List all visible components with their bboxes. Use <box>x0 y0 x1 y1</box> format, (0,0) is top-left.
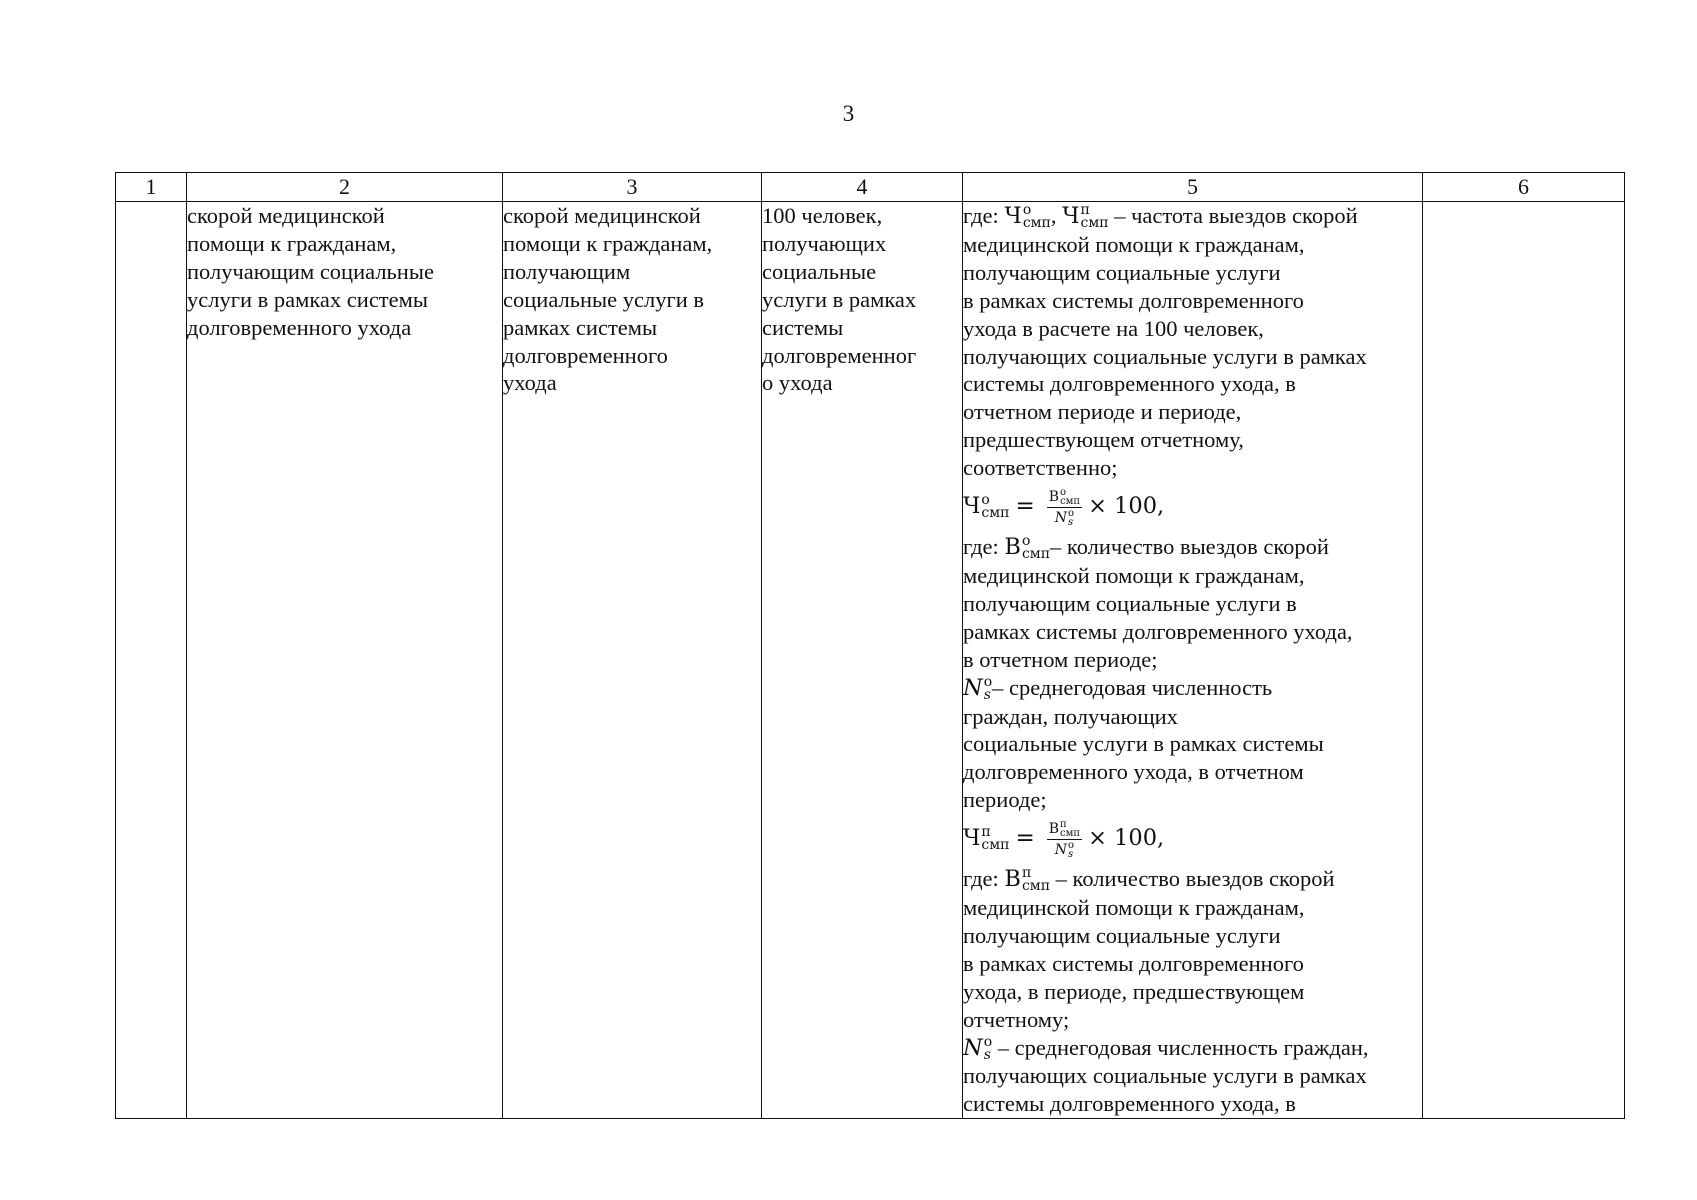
indicator-definition-text: скорой медицинской помощи к гражданам, получающим социальные услуги в рамках системы долговременного ухода <box>503 203 713 396</box>
intro-text: – частота выездов скорой <box>1108 203 1358 228</box>
sup-o: о <box>983 673 993 690</box>
cell-col4 <box>762 202 963 1119</box>
symbol-ch-letter: Ч <box>1004 203 1022 229</box>
sub-s: s <box>983 686 991 703</box>
sub-s: s <box>983 1046 991 1063</box>
symbol-ch-letter: Ч <box>963 493 981 520</box>
column-number-3: 3 <box>503 173 762 202</box>
sup-p: п <box>1021 865 1032 882</box>
symbol-n-letter: N <box>963 1034 983 1061</box>
sup-o: о <box>1068 507 1075 519</box>
intro-prefix: где: <box>963 203 1005 228</box>
formula-ch-o-lhs <box>963 493 1009 521</box>
formula-ch-o <box>963 483 1422 531</box>
sub-smp: смп <box>1060 827 1081 839</box>
cell-col5 <box>963 202 1423 1119</box>
fraction-v-p-over-n-o <box>1047 820 1082 859</box>
sub-smp: смп <box>1080 215 1109 231</box>
n-o-line <box>963 674 1422 703</box>
sup-o: о <box>981 492 990 509</box>
v-p-text: – количество выездов скорой <box>1050 866 1335 892</box>
formula-ch-p-lhs <box>963 825 1009 853</box>
unit-of-measure-text: 100 человек, получающих социальные услуги в рамках системы долговременног о ухода <box>762 203 917 396</box>
column-number-5: 5 <box>963 173 1423 202</box>
sub-smp: смп <box>1060 495 1081 507</box>
symbol-n-letter: N <box>1054 841 1068 858</box>
v-p-prefix: где: <box>963 866 1005 892</box>
cell-col3 <box>503 202 762 1119</box>
sup-p: п <box>981 824 991 841</box>
v-p-continuation: медицинской помощи к гражданам, получающим социальные услуги в рамках системы долговременного ухода, в периоде, предшествующем отчетному; <box>963 895 1305 1032</box>
symbol-ch-letter: Ч <box>1062 203 1080 229</box>
column-number-1: 1 <box>116 173 187 202</box>
sup-o: о <box>1021 533 1031 550</box>
symbol-n-letter: N <box>963 674 983 701</box>
symbol-n-letter: N <box>1054 509 1068 526</box>
sub-smp: смп <box>981 837 1010 854</box>
n-o2-text: – среднегодовая численность граждан, <box>992 1034 1369 1060</box>
column-number-2: 2 <box>187 173 503 202</box>
cell-col6 <box>1423 202 1625 1119</box>
cell-col1 <box>116 202 187 1119</box>
times-100: × 100, <box>1088 825 1165 852</box>
sup-p: п <box>1080 202 1090 218</box>
v-o-text: – количество выездов скорой <box>1050 534 1329 560</box>
sup-p: п <box>1060 818 1067 830</box>
equals-sign: = <box>1015 825 1035 852</box>
symbol-n-o <box>963 1035 992 1063</box>
table-row <box>116 202 1625 1119</box>
n-o-continuation: граждан, получающих социальные услуги в рамках системы долговременного ухода, в отчетном периоде; <box>963 703 1324 813</box>
symbol-v-letter: В <box>1048 820 1060 837</box>
comma: , <box>1050 203 1057 228</box>
n-o-text: – среднегодовая численность <box>992 674 1273 700</box>
symbol-v-p <box>1004 866 1050 894</box>
sup-o: о <box>1060 486 1067 498</box>
sub-smp: смп <box>1021 878 1051 895</box>
times-100: × 100, <box>1088 493 1165 520</box>
formula-ch-p <box>963 815 1422 863</box>
sub-s: s <box>1068 516 1074 528</box>
sub-s: s <box>1068 848 1074 860</box>
symbol-ch-o <box>1004 203 1050 231</box>
table-header-row <box>116 173 1625 202</box>
calculation-method <box>963 202 1422 1118</box>
intro-continuation: медицинской помощи к гражданам, получающим социальные услуги в рамках системы долговременного ухода в расчете на 100 человек, получающих социальные услуги в рамках системы долговременного ухода, в отчетном периоде и периоде, предшествующем отчетному, соответственно; <box>963 231 1367 481</box>
v-p-line <box>963 865 1422 894</box>
symbol-n-o <box>963 675 992 703</box>
sub-smp: смп <box>1021 546 1051 563</box>
v-o-line <box>963 533 1422 562</box>
symbol-ch-p <box>1062 203 1108 231</box>
equals-sign: = <box>1015 493 1035 520</box>
symbol-v-letter: В <box>1004 534 1021 561</box>
symbol-v-letter: В <box>1004 866 1021 893</box>
v-o-prefix: где: <box>963 534 1005 560</box>
symbol-v-o <box>1004 534 1050 562</box>
n-o2-continuation: получающих социальные услуги в рамках системы долговременного ухода, в <box>963 1063 1367 1117</box>
fraction-v-o-over-n-o <box>1047 488 1082 527</box>
symbol-v-letter: В <box>1048 488 1060 505</box>
intro-line <box>963 202 1422 231</box>
cell-col2 <box>187 202 503 1119</box>
symbol-ch-letter: Ч <box>963 825 981 852</box>
column-number-4: 4 <box>762 173 963 202</box>
sub-smp: смп <box>1022 215 1051 231</box>
indicator-table <box>115 172 1625 1119</box>
sup-o: о <box>1022 202 1032 218</box>
column-number-6: 6 <box>1423 173 1625 202</box>
sub-smp: смп <box>981 505 1010 522</box>
v-o-continuation: медицинской помощи к гражданам, получающим социальные услуги в рамках системы долговременного ухода, в отчетном периоде; <box>963 562 1353 672</box>
indicator-name-text: скорой медицинской помощи к гражданам, получающим социальные услуги в рамках системы долговременного ухода <box>187 203 434 340</box>
page-number: 3 <box>842 101 855 126</box>
n-o2-line <box>963 1034 1422 1063</box>
sup-o: о <box>1068 839 1075 851</box>
sup-o: о <box>983 1033 993 1050</box>
